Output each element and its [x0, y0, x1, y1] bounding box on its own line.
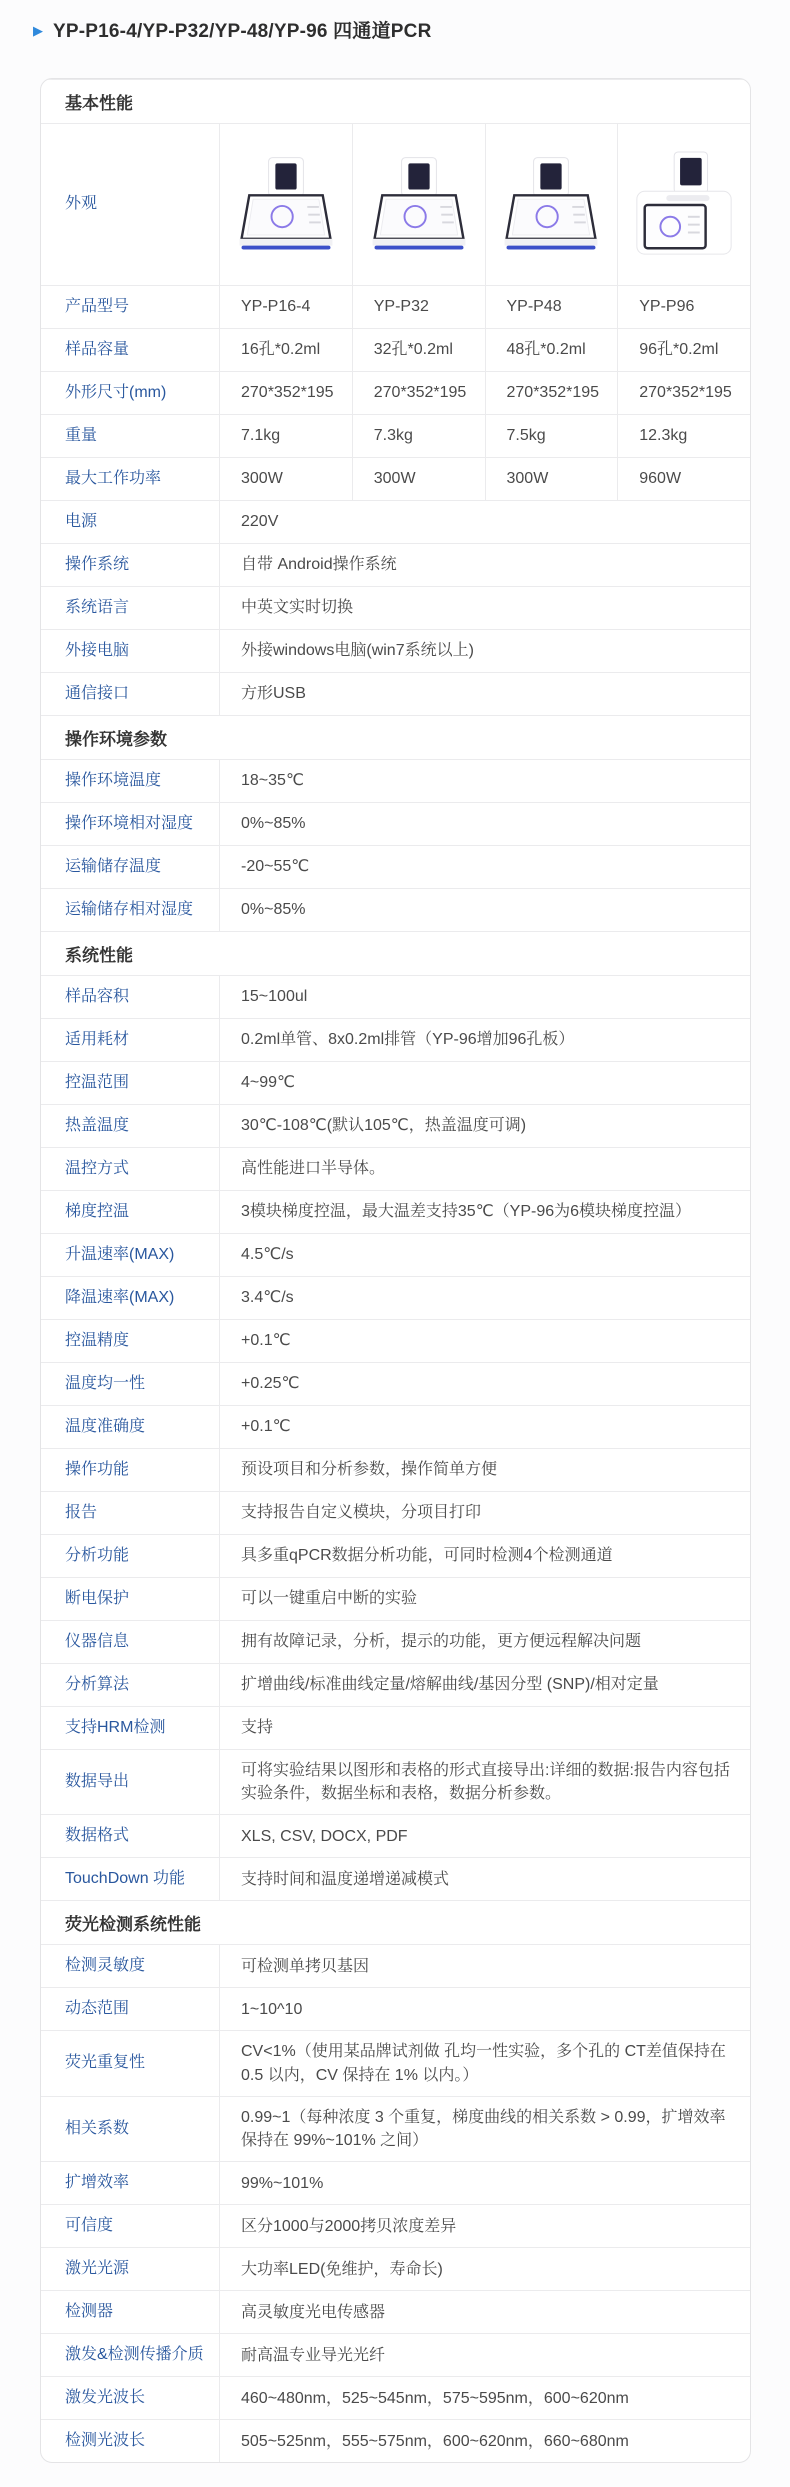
row-value: 7.1kg [220, 415, 353, 457]
table-row [41, 2204, 750, 2247]
table-row [41, 1577, 750, 1620]
page-title: YP-P16-4/YP-P32/YP-48/YP-96 四通道PCR [53, 20, 432, 42]
table-row [41, 975, 750, 1018]
row-value: 3.4℃/s [241, 1289, 294, 1307]
table-row [41, 1491, 750, 1534]
row-value: 300W [486, 458, 619, 500]
row-label: 样品容积 [41, 976, 220, 1018]
table-row [41, 1448, 750, 1491]
table-row [41, 1362, 750, 1405]
row-label: 检测器 [41, 2291, 220, 2333]
row-label: 扩增效率 [41, 2162, 220, 2204]
row-label: TouchDown 功能 [41, 1858, 220, 1900]
row-label: 系统语言 [41, 587, 220, 629]
row-label: 运输储存相对湿度 [41, 889, 220, 931]
row-value: 4.5℃/s [241, 1246, 294, 1264]
row-value: 270*352*195 [220, 372, 353, 414]
section-header [41, 1900, 750, 1944]
row-label: 外观 [41, 124, 220, 285]
row-value: 支持报告自定义模块，分项目打印 [241, 1504, 482, 1522]
section-header-label: 操作环境参数 [65, 730, 167, 749]
row-value: 0%~85% [241, 901, 306, 919]
row-value: 区分1000与2000拷贝浓度差异 [241, 2217, 457, 2235]
row-label: 外形尺寸(mm) [41, 372, 220, 414]
row-value: 中英文实时切换 [241, 599, 354, 617]
table-row [41, 802, 750, 845]
row-label: 操作环境相对湿度 [41, 803, 220, 845]
row-label: 分析算法 [41, 1664, 220, 1706]
row-value: 460~480nm，525~545nm，575~595nm，600~620nm [241, 2389, 629, 2407]
table-row [41, 2096, 750, 2161]
table-row [41, 123, 750, 285]
row-label: 温度均一性 [41, 1363, 220, 1405]
row-value: 99%~101% [241, 2174, 324, 2192]
row-label: 支持HRM检测 [41, 1707, 220, 1749]
row-value: YP-P32 [353, 286, 486, 328]
row-value: 可检测单拷贝基因 [241, 1957, 370, 1975]
table-row [41, 1018, 750, 1061]
table-row [41, 1814, 750, 1857]
row-value: 拥有故障记录，分析，提示的功能，更方便远程解决问题 [241, 1633, 642, 1651]
table-row [41, 457, 750, 500]
row-value: +0.1℃ [241, 1332, 291, 1350]
table-row [41, 672, 750, 715]
table-row [41, 1706, 750, 1749]
row-value: 220V [241, 513, 279, 531]
row-value: 0.99~1（每种浓度 3 个重复，梯度曲线的相关系数 > 0.99，扩增效率保持在 99%~101% 之间） [241, 2108, 726, 2149]
row-label: 温度准确度 [41, 1406, 220, 1448]
row-label: 适用耗材 [41, 1019, 220, 1061]
row-label: 检测光波长 [41, 2420, 220, 2462]
table-row [41, 1663, 750, 1706]
table-row [41, 1987, 750, 2030]
section-header [41, 79, 750, 123]
product-image-yp-p16-4 [220, 124, 353, 285]
row-value: 96孔*0.2ml [639, 340, 719, 358]
row-value: 外接windows电脑(win7系统以上) [241, 642, 474, 660]
row-value: +0.25℃ [241, 1375, 300, 1393]
table-row [41, 543, 750, 586]
title-triangle-icon: ▶ [33, 22, 43, 38]
row-value: 自带 Android操作系统 [241, 556, 397, 574]
table-row [41, 1534, 750, 1577]
spec-table-body [41, 79, 750, 2462]
product-image-yp-p96 [618, 124, 750, 285]
row-label: 升温速率(MAX) [41, 1234, 220, 1276]
row-value: 270*352*195 [639, 383, 732, 401]
row-label: 控温精度 [41, 1320, 220, 1362]
row-label: 数据格式 [41, 1815, 220, 1857]
row-label: 分析功能 [41, 1535, 220, 1577]
table-row [41, 371, 750, 414]
section-header-label: 荧光检测系统性能 [65, 1915, 201, 1935]
row-value: 18~35℃ [241, 772, 304, 790]
row-label: 荧光重复性 [41, 2031, 220, 2095]
row-label: 通信接口 [41, 673, 220, 715]
row-value: YP-P48 [486, 286, 619, 328]
row-label: 检测灵敏度 [41, 1945, 220, 1987]
section-header-label: 系统性能 [65, 946, 133, 965]
row-label: 运输储存温度 [41, 846, 220, 888]
row-label: 数据导出 [41, 1750, 220, 1814]
table-row [41, 500, 750, 543]
row-value: 高性能进口半导体。 [241, 1160, 386, 1178]
table-row [41, 845, 750, 888]
row-label: 样品容量 [41, 329, 220, 371]
row-value: 16孔*0.2ml [220, 329, 353, 371]
table-row [41, 1061, 750, 1104]
row-value: 300W [353, 458, 486, 500]
table-row [41, 1190, 750, 1233]
table-row [41, 1857, 750, 1900]
table-row [41, 629, 750, 672]
row-label: 热盖温度 [41, 1105, 220, 1147]
section-header [41, 715, 750, 759]
table-row [41, 1147, 750, 1190]
row-value: 0.2ml单管、8x0.2ml排管（YP-96增加96孔板） [241, 1031, 575, 1049]
row-label: 操作环境温度 [41, 760, 220, 802]
row-value: 270*352*195 [486, 372, 619, 414]
row-value: 32孔*0.2ml [353, 329, 486, 371]
row-value: 48孔*0.2ml [486, 329, 619, 371]
table-row [41, 1749, 750, 1814]
table-row [41, 888, 750, 931]
row-value: 4~99℃ [241, 1074, 296, 1092]
row-label: 重量 [41, 415, 220, 457]
product-image-yp-p48 [486, 124, 619, 285]
row-value: YP-P96 [639, 297, 695, 315]
row-value: 1~10^10 [241, 2000, 303, 2018]
section-header-label: 基本性能 [65, 94, 133, 113]
row-label: 降温速率(MAX) [41, 1277, 220, 1319]
table-row [41, 1405, 750, 1448]
row-value: 大功率LED(免维护，寿命长) [241, 2260, 443, 2278]
row-value: 预设项目和分析参数，操作简单方便 [241, 1461, 498, 1479]
table-row [41, 328, 750, 371]
row-value: YP-P16-4 [220, 286, 353, 328]
table-row [41, 414, 750, 457]
row-label: 梯度控温 [41, 1191, 220, 1233]
table-row [41, 2376, 750, 2419]
spec-table [40, 78, 751, 2463]
row-value: 960W [639, 469, 682, 487]
row-label: 激发光波长 [41, 2377, 220, 2419]
row-label: 操作系统 [41, 544, 220, 586]
row-label: 断电保护 [41, 1578, 220, 1620]
table-row [41, 1104, 750, 1147]
row-label: 报告 [41, 1492, 220, 1534]
table-row [41, 285, 750, 328]
row-label: 动态范围 [41, 1988, 220, 2030]
row-value: 7.5kg [486, 415, 619, 457]
table-row [41, 2290, 750, 2333]
section-header [41, 931, 750, 975]
row-value: 高灵敏度光电传感器 [241, 2303, 386, 2321]
row-label: 最大工作功率 [41, 458, 220, 500]
table-row [41, 1944, 750, 1987]
row-value: 可将实验结果以图形和表格的形式直接导出:详细的数据:报告内容包括实验条件，数据坐标和表格，数据分析参数。 [241, 1762, 730, 1803]
row-value: 30℃-108℃(默认105℃，热盖温度可调) [241, 1117, 527, 1135]
row-value: 0%~85% [241, 815, 306, 833]
row-value: 扩增曲线/标准曲线定量/熔解曲线/基因分型 (SNP)/相对定量 [241, 1676, 659, 1694]
row-label: 仪器信息 [41, 1621, 220, 1663]
page-title-row [0, 12, 790, 46]
table-row [41, 2030, 750, 2095]
row-value: 15~100ul [241, 988, 308, 1006]
row-value: +0.1℃ [241, 1418, 291, 1436]
row-label: 外接电脑 [41, 630, 220, 672]
row-value: 可以一键重启中断的实验 [241, 1590, 418, 1608]
table-row [41, 2333, 750, 2376]
row-label: 可信度 [41, 2205, 220, 2247]
row-label: 控温范围 [41, 1062, 220, 1104]
table-row [41, 586, 750, 629]
row-value: 505~525nm，555~575nm，600~620nm，660~680nm [241, 2432, 629, 2450]
row-label: 激光光源 [41, 2248, 220, 2290]
row-value: 支持时间和温度递增递减模式 [241, 1870, 450, 1888]
table-row [41, 2419, 750, 2462]
row-value: 3模块梯度控温，最大温差支持35℃（YP-96为6模块梯度控温） [241, 1203, 692, 1221]
row-value: 12.3kg [639, 426, 688, 444]
row-label: 温控方式 [41, 1148, 220, 1190]
row-value: XLS, CSV, DOCX, PDF [241, 1827, 408, 1845]
row-value: 270*352*195 [353, 372, 486, 414]
row-label: 激发&检测传播介质 [41, 2334, 220, 2376]
row-value: CV<1%（使用某品牌试剂做 孔均一性实验，多个孔的 CT差值保持在 0.5 以内，CV 保持在 1% 以内。） [241, 2043, 726, 2084]
row-value: 耐高温专业导光光纤 [241, 2346, 386, 2364]
row-label: 电源 [41, 501, 220, 543]
row-label: 操作功能 [41, 1449, 220, 1491]
product-image-yp-p32 [353, 124, 486, 285]
table-row [41, 759, 750, 802]
row-value: 方形USB [241, 685, 306, 703]
row-value: 具多重qPCR数据分析功能，可同时检测4个检测通道 [241, 1547, 613, 1565]
table-row [41, 1620, 750, 1663]
table-row [41, 2161, 750, 2204]
table-row [41, 1319, 750, 1362]
row-value: 7.3kg [353, 415, 486, 457]
row-value: 支持 [241, 1719, 274, 1737]
row-label: 产品型号 [41, 286, 220, 328]
row-value: 300W [220, 458, 353, 500]
row-label: 相关系数 [41, 2097, 220, 2161]
table-row [41, 1276, 750, 1319]
table-row [41, 2247, 750, 2290]
row-value: -20~55℃ [241, 858, 310, 876]
table-row [41, 1233, 750, 1276]
